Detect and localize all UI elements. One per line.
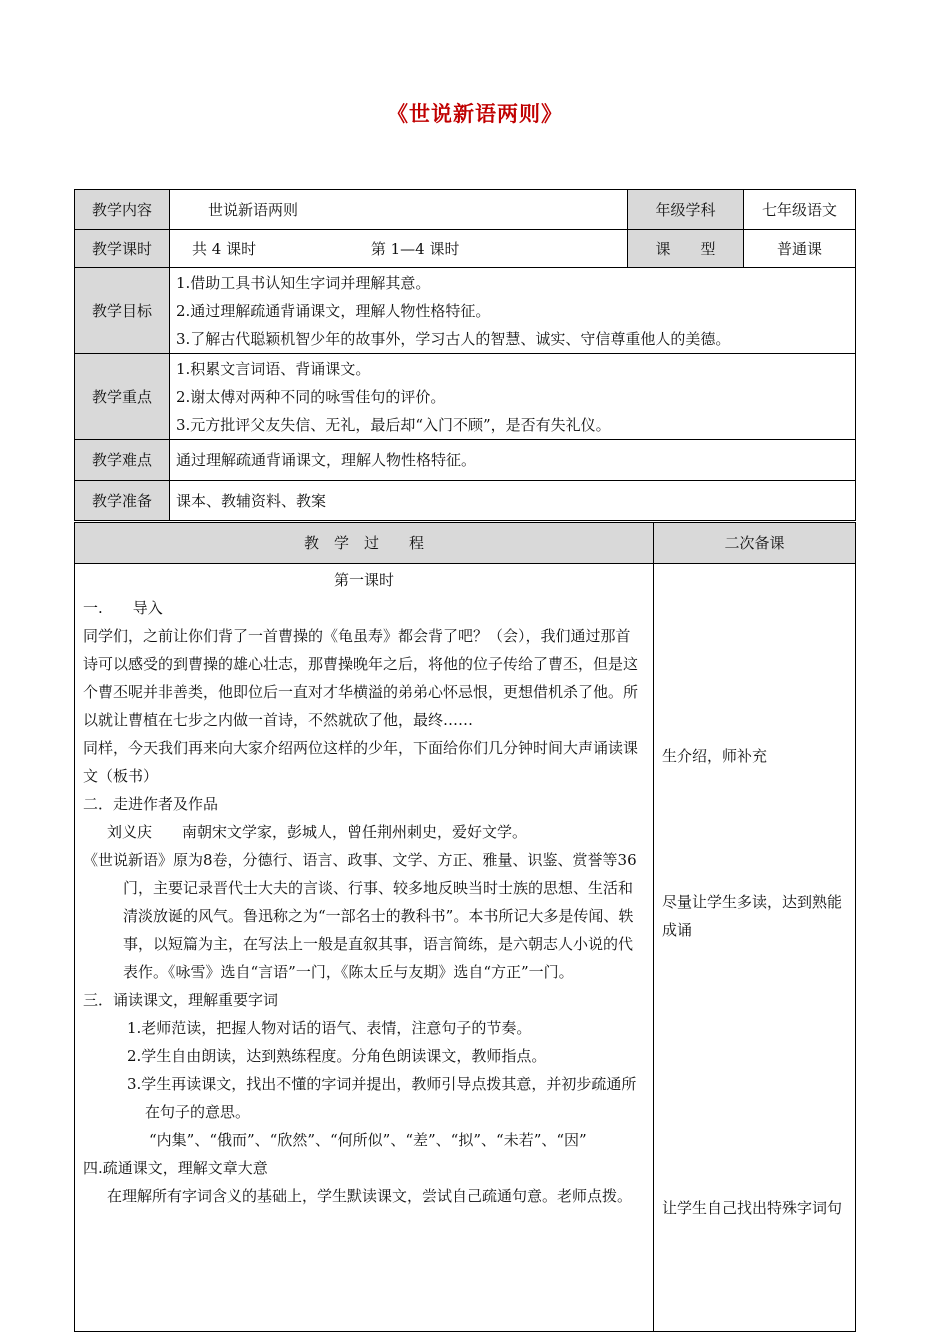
grade-value: 七年级语文 [744,190,856,230]
step-item: 3.学生再读课文，找出不懂的字词并提出，教师引导点拨其意，并初步疏通所在句子的意思。 [127,1075,637,1121]
prep-value: 课本、教辅资料、教案 [170,481,856,521]
goal-item: 2.通过理解疏通背诵课文，理解人物性格特征。 [176,301,491,320]
intro-paragraph: 同学们，之前让你们背了一首曹操的《龟虽寿》都会背了吧？（会），我们通过那首诗可以感受的到曹操的雄心壮志，那曹操晚年之后，将他的位子传给了曹丕，但是这个曹丕呢并非善类，他即位后一直对才华横溢的弟弟心怀忌恨，更想借机杀了他。所以就让曹植在七步之内做一首诗，不然就砍了他，最终…… [83,627,639,729]
key-item: 2.谢太傅对两种不同的咏雪佳句的评价。 [176,387,446,406]
revision-note: 尽量让学生多读，达到熟能成诵 [662,893,843,939]
content-value: 世说新语两则 [170,190,628,230]
key-item: 3.元方批评父友失信、无礼，最后却“入门不顾”，是否有失礼仪。 [176,415,611,434]
section-author: 二．走进作者及作品 [83,795,219,813]
book-info: 《世说新语》原为8卷，分德行、语言、政事、文学、方正、雅量、识鉴、赏誉等36门，主要记录晋代士大夫的言谈、行事、较多地反映当时士族的思想、生活和清淡放诞的风气。鲁迅称之为“一部名士的教科书”。本书所记大多是传闻、轶事，以短篇为主，在写法上一般是直叙其事，语言简练，是六朝志人小说的代表作。《咏雪》选自“言语”一门，《陈太丘与友期》选自“方正”一门。 [83,851,637,981]
goal-item: 3.了解古代聪颖机智少年的故事外，学习古人的智慧、诚实、守信尊重他人的美德。 [176,329,731,348]
revision-note: 生介绍，师补充 [662,747,768,765]
prep-label: 教学准备 [75,481,170,521]
difficulty-label: 教学难点 [75,440,170,481]
period-total: 共 4 课时 [192,239,257,258]
grade-label: 年级学科 [628,190,744,230]
author-info: 刘义庆 南朝宋文学家，彭城人，曾任荆州刺史，爱好文学。 [107,823,528,841]
step-item: 2.学生自由朗读，达到熟练程度。分角色朗读课文，教师指点。 [127,1047,547,1065]
step-item: 1.老师范读，把握人物对话的语气、表情，注意句子的节奏。 [127,1019,532,1037]
revision-note: 让学生自己找出特殊字词句 [662,1199,843,1217]
goal-list [170,268,856,354]
document-title: 《世说新语两则》 [387,101,563,126]
period-cell [170,230,628,268]
key-item: 1.积累文言词语、背诵课文。 [176,359,371,378]
type-value: 普通课 [744,230,856,268]
type-label: 课 型 [628,230,744,268]
translate-paragraph: 在理解所有字词含义的基础上，学生默读课文，尝试自己疏通句意。老师点拨。 [107,1187,633,1205]
key-words: “内集”、“俄而”、“欣然”、“何所似”、“差”、“拟”、“未若”、“因” [149,1131,587,1149]
lesson-heading: 第一课时 [333,571,394,589]
lesson-info-table [74,189,856,521]
revision-header: 二次备课 [654,523,856,564]
key-list [170,354,856,440]
intro-paragraph-2: 同样，今天我们再来向大家介绍两位这样的少年，下面给你们几分钟时间大声诵读课文（板书） [83,739,639,785]
process-header: 教 学 过 程 [75,523,654,564]
difficulty-value: 通过理解疏通背诵课文，理解人物性格特征。 [170,440,856,481]
period-label: 教学课时 [75,230,170,268]
content-label: 教学内容 [75,190,170,230]
section-intro: 一. 导入 [83,599,163,617]
process-body [75,564,654,1332]
section-translate: 四.疏通课文，理解文章大意 [83,1159,268,1177]
process-table [74,522,856,1332]
period-current: 第 1—4 课时 [370,239,460,258]
section-reading: 三．诵读课文，理解重要字词 [83,991,279,1009]
goal-label: 教学目标 [75,268,170,354]
revision-notes [654,564,856,1332]
goal-item: 1.借助工具书认知生字词并理解其意。 [176,273,431,292]
key-label: 教学重点 [75,354,170,440]
